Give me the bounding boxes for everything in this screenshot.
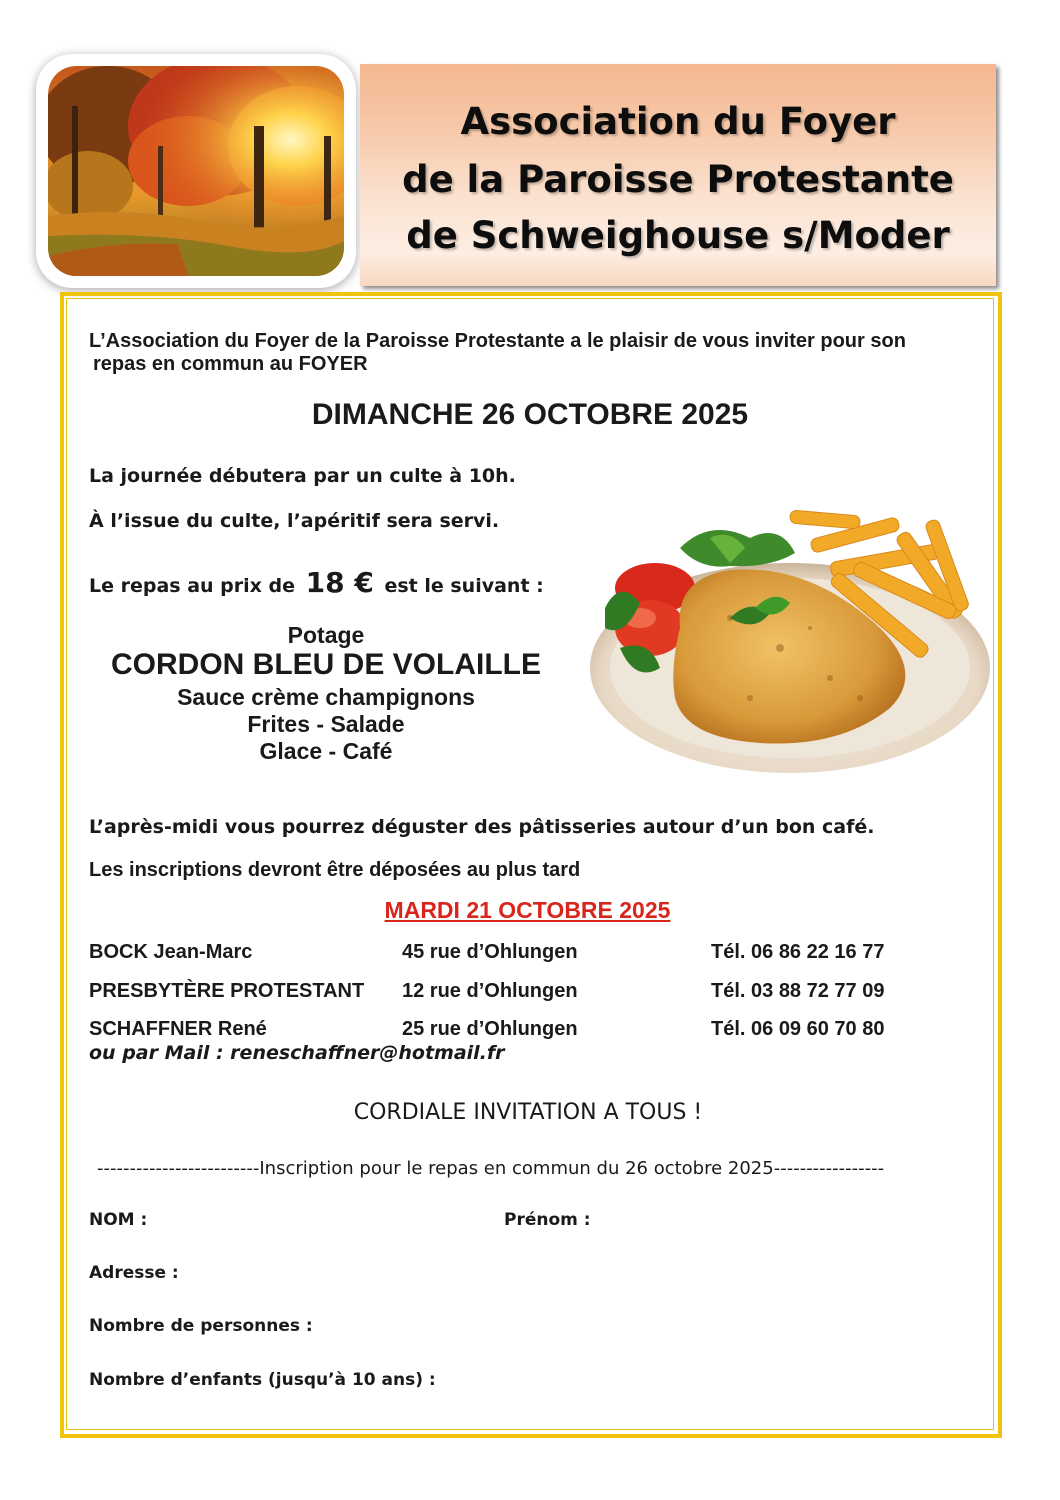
intro-line-1: L’Association du Foyer de la Paroisse Protestante a le plaisir de vous inviter pour son — [89, 330, 906, 352]
contact-phone: Tél. 06 86 22 16 77 — [711, 941, 885, 963]
contact-name: PRESBYTÈRE PROTESTANT — [89, 980, 365, 1002]
contact-address: 45 rue d’Ohlungen — [402, 941, 578, 963]
header-photo-frame — [36, 54, 356, 288]
deadline-date: MARDI 21 OCTOBRE 2025 — [384, 897, 671, 923]
header-title-box — [360, 64, 996, 286]
price-before: Le repas au prix de — [89, 575, 296, 597]
contact-address: 25 rue d’Ohlungen — [402, 1018, 578, 1040]
food-photo — [580, 508, 990, 778]
contact-name: SCHAFFNER René — [89, 1018, 267, 1040]
form-separator: -------------------------Inscription pour le repas en commun du 26 octobre 2025----------------- — [97, 1158, 885, 1179]
event-date: DIMANCHE 26 OCTOBRE 2025 — [311, 398, 749, 431]
menu-sides: Frites - Salade — [247, 711, 405, 737]
menu-sauce: Sauce crème champignons — [177, 684, 475, 710]
form-personnes-label: Nombre de personnes : — [89, 1316, 313, 1336]
afternoon-text: L’après-midi vous pourrez déguster des pâtisseries autour d’un bon café. — [89, 816, 875, 838]
schedule-culte: La journée débutera par un culte à 10h. — [89, 465, 516, 487]
price-line — [89, 566, 544, 599]
schedule-aperitif: À l’issue du culte, l’apéritif sera servi. — [89, 510, 500, 532]
deadline-intro: Les inscriptions devront être déposées au plus tard — [89, 859, 581, 881]
menu-dessert: Glace - Café — [259, 738, 393, 764]
title-line-3: de Schweighouse s/Moder — [406, 214, 950, 257]
menu-starter: Potage — [287, 622, 365, 648]
form-nom-label: NOM : — [89, 1210, 148, 1230]
contact-address: 12 rue d’Ohlungen — [402, 980, 578, 1002]
form-enfants-label: Nombre d’enfants (jusqu’à 10 ans) : — [89, 1370, 436, 1390]
contact-name: BOCK Jean-Marc — [89, 941, 253, 963]
autumn-trees-image — [48, 66, 344, 276]
form-prenom-label: Prénom : — [504, 1210, 591, 1230]
intro-line-2: repas en commun au FOYER — [93, 353, 368, 375]
cordon-bleu-plate-image — [580, 508, 990, 778]
title-line-1: Association du Foyer — [460, 100, 896, 143]
menu-main: CORDON BLEU DE VOLAILLE — [110, 648, 541, 681]
form-adresse-label: Adresse : — [89, 1263, 179, 1283]
title-line-2: de la Paroisse Protestante — [402, 158, 954, 201]
contact-phone: Tél. 03 88 72 77 09 — [711, 980, 885, 1002]
price-amount: 18 € — [305, 566, 374, 599]
price-after: est le suivant : — [384, 575, 544, 597]
closing-invitation: CORDIALE INVITATION A TOUS ! — [353, 1100, 703, 1125]
contact-phone: Tél. 06 09 60 70 80 — [711, 1018, 885, 1040]
mail-line: ou par Mail : reneschaffner@hotmail.fr — [89, 1042, 505, 1064]
